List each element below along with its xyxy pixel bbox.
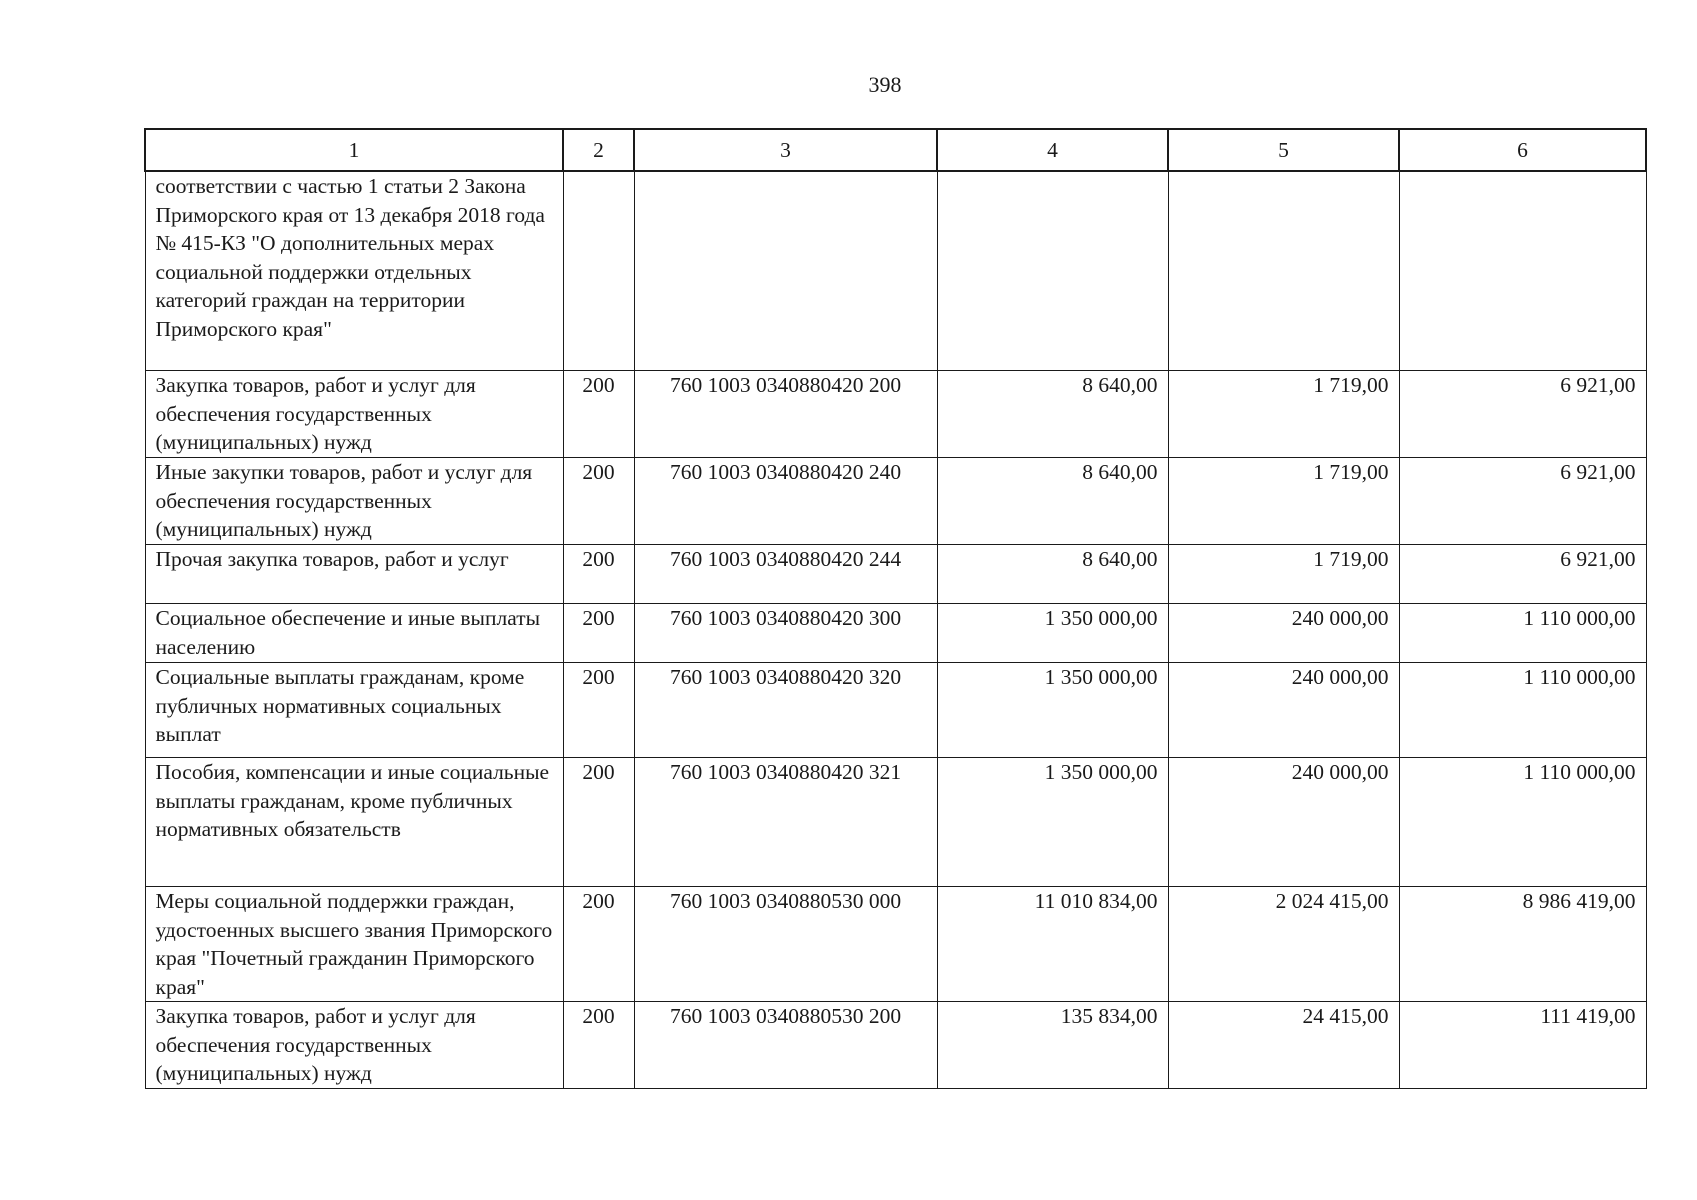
table-row bbox=[145, 171, 1646, 371]
row-code: 200 bbox=[563, 604, 634, 663]
row-value-5: 24 415,00 bbox=[1168, 1002, 1399, 1089]
row-value-4: 1 350 000,00 bbox=[937, 604, 1168, 663]
row-kbk: 760 1003 0340880420 300 bbox=[634, 604, 937, 663]
table-row bbox=[145, 458, 1646, 545]
column-header: 1 bbox=[145, 129, 563, 171]
column-header: 6 bbox=[1399, 129, 1646, 171]
table-row bbox=[145, 887, 1646, 1002]
row-kbk: 760 1003 0340880420 200 bbox=[634, 371, 937, 458]
table-row bbox=[145, 604, 1646, 663]
row-value-4: 8 640,00 bbox=[937, 545, 1168, 604]
row-name: Иные закупки товаров, работ и услуг для обеспечения государственных (муниципальных) нужд bbox=[145, 458, 563, 545]
row-value-4: 135 834,00 bbox=[937, 1002, 1168, 1089]
row-value-5: 1 719,00 bbox=[1168, 371, 1399, 458]
row-name: Пособия, компенсации и иные социальные выплаты гражданам, кроме публичных нормативных обязательств bbox=[145, 758, 563, 887]
row-code: 200 bbox=[563, 663, 634, 758]
row-value-4: 8 640,00 bbox=[937, 371, 1168, 458]
row-value-6: 1 110 000,00 bbox=[1399, 604, 1646, 663]
row-kbk: 760 1003 0340880420 320 bbox=[634, 663, 937, 758]
row-name: Социальное обеспечение и иные выплаты населению bbox=[145, 604, 563, 663]
row-value-6 bbox=[1399, 171, 1646, 371]
row-code: 200 bbox=[563, 545, 634, 604]
row-value-4 bbox=[937, 171, 1168, 371]
column-header: 4 bbox=[937, 129, 1168, 171]
table-row bbox=[145, 371, 1646, 458]
row-value-5: 2 024 415,00 bbox=[1168, 887, 1399, 1002]
table-row bbox=[145, 1002, 1646, 1089]
row-code: 200 bbox=[563, 758, 634, 887]
row-name: соответствии с частью 1 статьи 2 Закона Приморского края от 13 декабря 2018 года № 415-КЗ "О дополнительных мерах социальной поддержки отдельных категорий граждан на территории Приморского края" bbox=[145, 171, 563, 371]
row-value-4: 11 010 834,00 bbox=[937, 887, 1168, 1002]
row-value-5: 240 000,00 bbox=[1168, 758, 1399, 887]
row-name: Меры социальной поддержки граждан, удостоенных высшего звания Приморского края "Почетный гражданин Приморского края" bbox=[145, 887, 563, 1002]
row-value-5: 240 000,00 bbox=[1168, 663, 1399, 758]
row-code: 200 bbox=[563, 458, 634, 545]
row-kbk: 760 1003 0340880420 244 bbox=[634, 545, 937, 604]
table-row bbox=[145, 758, 1646, 887]
row-name: Закупка товаров, работ и услуг для обеспечения государственных (муниципальных) нужд bbox=[145, 371, 563, 458]
row-value-4: 1 350 000,00 bbox=[937, 758, 1168, 887]
row-code: 200 bbox=[563, 887, 634, 1002]
row-value-6: 1 110 000,00 bbox=[1399, 758, 1646, 887]
row-code bbox=[563, 171, 634, 371]
row-kbk: 760 1003 0340880420 321 bbox=[634, 758, 937, 887]
budget-table bbox=[144, 128, 1647, 1089]
table-row bbox=[145, 663, 1646, 758]
row-value-4: 8 640,00 bbox=[937, 458, 1168, 545]
row-kbk: 760 1003 0340880530 000 bbox=[634, 887, 937, 1002]
column-header: 3 bbox=[634, 129, 937, 171]
column-header: 2 bbox=[563, 129, 634, 171]
row-value-6: 6 921,00 bbox=[1399, 545, 1646, 604]
row-name: Прочая закупка товаров, работ и услуг bbox=[145, 545, 563, 604]
column-header: 5 bbox=[1168, 129, 1399, 171]
row-kbk: 760 1003 0340880420 240 bbox=[634, 458, 937, 545]
row-value-6: 6 921,00 bbox=[1399, 371, 1646, 458]
row-code: 200 bbox=[563, 371, 634, 458]
row-value-6: 1 110 000,00 bbox=[1399, 663, 1646, 758]
table-row bbox=[145, 545, 1646, 604]
row-name: Социальные выплаты гражданам, кроме публичных нормативных социальных выплат bbox=[145, 663, 563, 758]
page-number: 398 bbox=[868, 72, 902, 97]
row-value-4: 1 350 000,00 bbox=[937, 663, 1168, 758]
row-value-6: 111 419,00 bbox=[1399, 1002, 1646, 1089]
row-kbk: 760 1003 0340880530 200 bbox=[634, 1002, 937, 1089]
row-value-5: 240 000,00 bbox=[1168, 604, 1399, 663]
row-name: Закупка товаров, работ и услуг для обеспечения государственных (муниципальных) нужд bbox=[145, 1002, 563, 1089]
row-value-5: 1 719,00 bbox=[1168, 545, 1399, 604]
row-kbk bbox=[634, 171, 937, 371]
row-code: 200 bbox=[563, 1002, 634, 1089]
row-value-6: 6 921,00 bbox=[1399, 458, 1646, 545]
table-header-row bbox=[145, 129, 1646, 171]
row-value-5 bbox=[1168, 171, 1399, 371]
row-value-5: 1 719,00 bbox=[1168, 458, 1399, 545]
row-value-6: 8 986 419,00 bbox=[1399, 887, 1646, 1002]
